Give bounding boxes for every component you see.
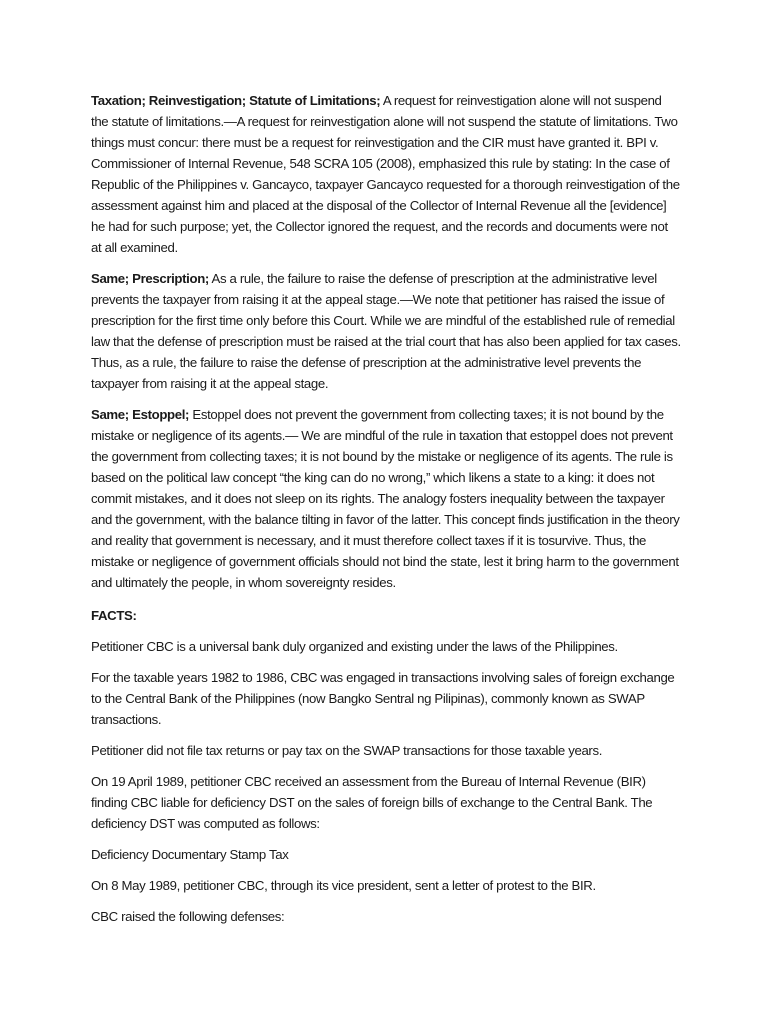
syllabus-text: Estoppel does not prevent the government from collecting taxes; it is not bound by the mistake or negligence of its agents.— We are mindful of the rule in taxation that estoppel does not prevent the government from collecting taxes; it is not bound by the mistake or negligence of its agents. The rule is based on the political law concept “the king can do no wrong,” which likens a state to a king: it does not commit mistakes, and it does not sleep on its rights. The analogy fosters inequality between the taxpayer and the government, with the balance tilting in favor of the latter. This concept finds justification in the theory and reality that government is necessary, and it must therefore collect taxes if it is tosurvive. Thus, the mistake or negligence of government officials should not bind the state, lest it bring harm to the government and ultimately the people, in whom sovereignty resides. xyxy=(91,407,680,590)
syllabus-paragraph xyxy=(91,268,681,394)
syllabus-paragraph xyxy=(91,404,681,593)
syllabus-text: A request for reinvestigation alone will not suspend the statute of limitations.—A request for reinvestigation alone will not suspend the statute of limitations. Two things must concur: there must be a request for reinvestigation and the CIR must have granted it. BPI v. Commissioner of Internal Revenue, 548 SCRA 105 (2008), emphasized this rule by stating: In the case of Republic of the Philippines v. Gancayco, taxpayer Gancayco requested for a thorough reinvestigation of the assessment against him and placed at the disposal of the Collector of Internal Revenue all the [evidence] he had for such purpose; yet, the Collector ignored the request, and the records and documents were not at all examined. xyxy=(91,93,680,255)
facts-paragraph: CBC raised the following defenses: xyxy=(91,909,285,924)
facts-paragraph: Deficiency Documentary Stamp Tax xyxy=(91,847,289,862)
facts-paragraph: Petitioner CBC is a universal bank duly organized and existing under the laws of the Philippines. xyxy=(91,639,618,654)
facts-paragraph: For the taxable years 1982 to 1986, CBC was engaged in transactions involving sales of foreign exchange to the Central Bank of the Philippines (now Bangko Sentral ng Pilipinas), commonly known as SWAP transactions. xyxy=(91,670,675,727)
syllabus-heading: Same; Prescription; xyxy=(91,271,209,286)
syllabus-paragraph xyxy=(91,90,681,258)
syllabus-heading: Taxation; Reinvestigation; Statute of Limitations; xyxy=(91,93,381,108)
facts-paragraph: Petitioner did not file tax returns or pay tax on the SWAP transactions for those taxable years. xyxy=(91,743,603,758)
syllabus-heading: Same; Estoppel; xyxy=(91,407,190,422)
facts-paragraph: On 19 April 1989, petitioner CBC received an assessment from the Bureau of Internal Revenue (BIR) finding CBC liable for deficiency DST on the sales of foreign bills of exchange to the Central Bank. The deficiency DST was computed as follows: xyxy=(91,774,653,831)
syllabus-text: As a rule, the failure to raise the defense of prescription at the administrative level prevents the taxpayer from raising it at the appeal stage.—We note that petitioner has raised the issue of prescription for the first time only before this Court. While we are mindful of the established rule of remedial law that the defense of prescription must be raised at the trial court that has also been applied for tax cases. Thus, as a rule, the failure to raise the defense of prescription at the administrative level prevents the taxpayer from raising it at the appeal stage. xyxy=(91,271,681,391)
facts-heading: FACTS: xyxy=(91,608,137,623)
document-body xyxy=(91,90,681,937)
facts-paragraph: On 8 May 1989, petitioner CBC, through its vice president, sent a letter of protest to the BIR. xyxy=(91,878,596,893)
